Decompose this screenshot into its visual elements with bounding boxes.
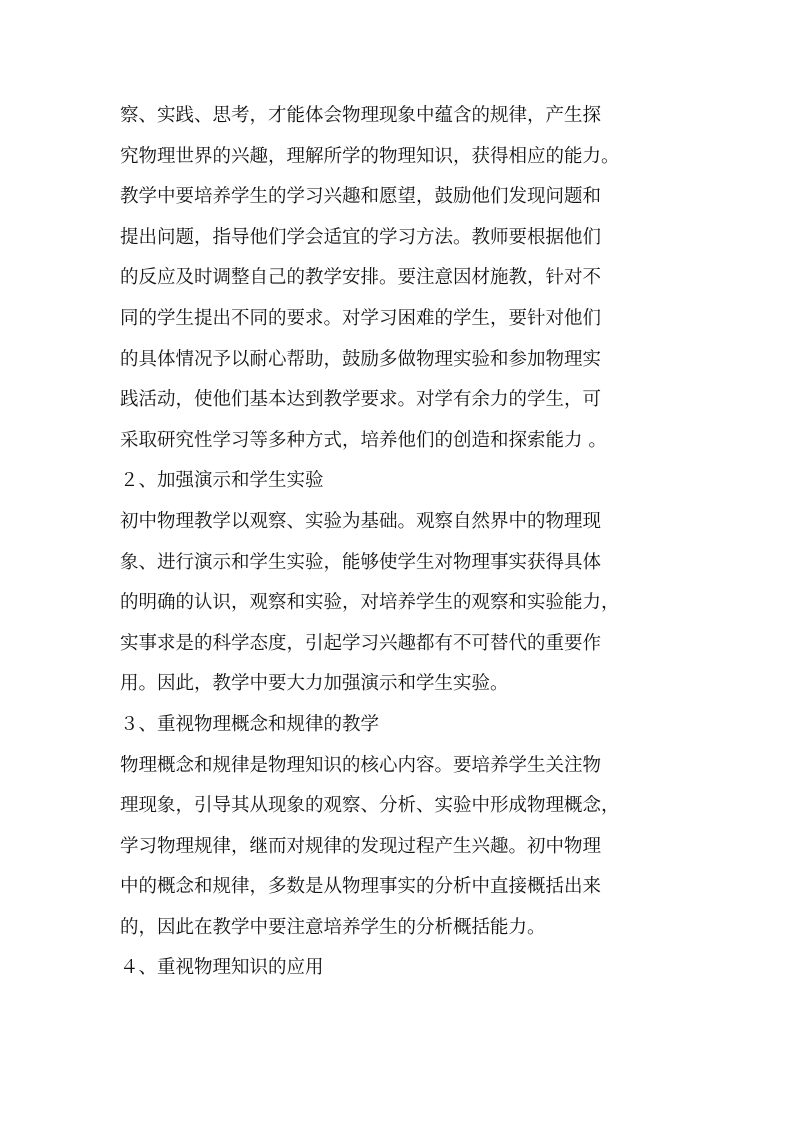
paragraph-line: 践活动，使他们基本达到教学要求。对学有余力的学生，可 <box>120 389 602 411</box>
paragraph-line: 物理概念和规律是物理知识的核心内容。要培养学生关注物 <box>120 754 602 776</box>
paragraph-line: 实事求是的科学态度，引起学习兴趣都有不可替代的重要作 <box>120 632 602 654</box>
section-heading: ３、重视物理概念和规律的教学 <box>120 713 380 735</box>
paragraph-line: 提出问题，指导他们学会适宜的学习方法。教师要根据他们 <box>120 226 602 248</box>
paragraph-line: 理现象，引导其从现象的观察、分析、实验中形成物理概念， <box>120 795 620 817</box>
paragraph-line: 象、进行演示和学生实验，能够使学生对物理事实获得具体 <box>120 551 602 573</box>
document-body <box>120 96 680 989</box>
paragraph-line: 同的学生提出不同的要求。对学习困难的学生，要针对他们 <box>120 307 602 329</box>
paragraph-line: 的反应及时调整自己的教学安排。要注意因材施教，针对不 <box>120 267 602 289</box>
paragraph-line: 的，因此在教学中要注意培养学生的分析概括能力。 <box>120 916 546 938</box>
section-heading: ４、重视物理知识的应用 <box>120 957 324 979</box>
paragraph-line: 的具体情况予以耐心帮助，鼓励多做物理实验和参加物理实 <box>120 348 602 370</box>
paragraph-line: 采取研究性学习等多种方式，培养他们的创造和探索能力 。 <box>120 429 607 451</box>
paragraph-line: 初中物理教学以观察、实验为基础。观察自然界中的物理现 <box>120 510 602 532</box>
paragraph-line: 中的概念和规律，多数是从物理事实的分析中直接概括出来 <box>120 876 602 898</box>
paragraph-line: 教学中要培养学生的学习兴趣和愿望，鼓励他们发现问题和 <box>120 186 602 208</box>
paragraph-line: 学习物理规律，继而对规律的发现过程产生兴趣。初中物理 <box>120 835 602 857</box>
paragraph-line: 察、实践、思考，才能体会物理现象中蕴含的规律，产生探 <box>120 105 602 126</box>
paragraph-line: 究物理世界的兴趣，理解所学的物理知识，获得相应的能力。 <box>120 145 620 167</box>
paragraph-line: 的明确的认识，观察和实验，对培养学生的观察和实验能力， <box>120 592 620 614</box>
section-heading: ２、加强演示和学生实验 <box>120 470 324 492</box>
paragraph-line: 用。因此，教学中要大力加强演示和学生实验。 <box>120 673 509 695</box>
